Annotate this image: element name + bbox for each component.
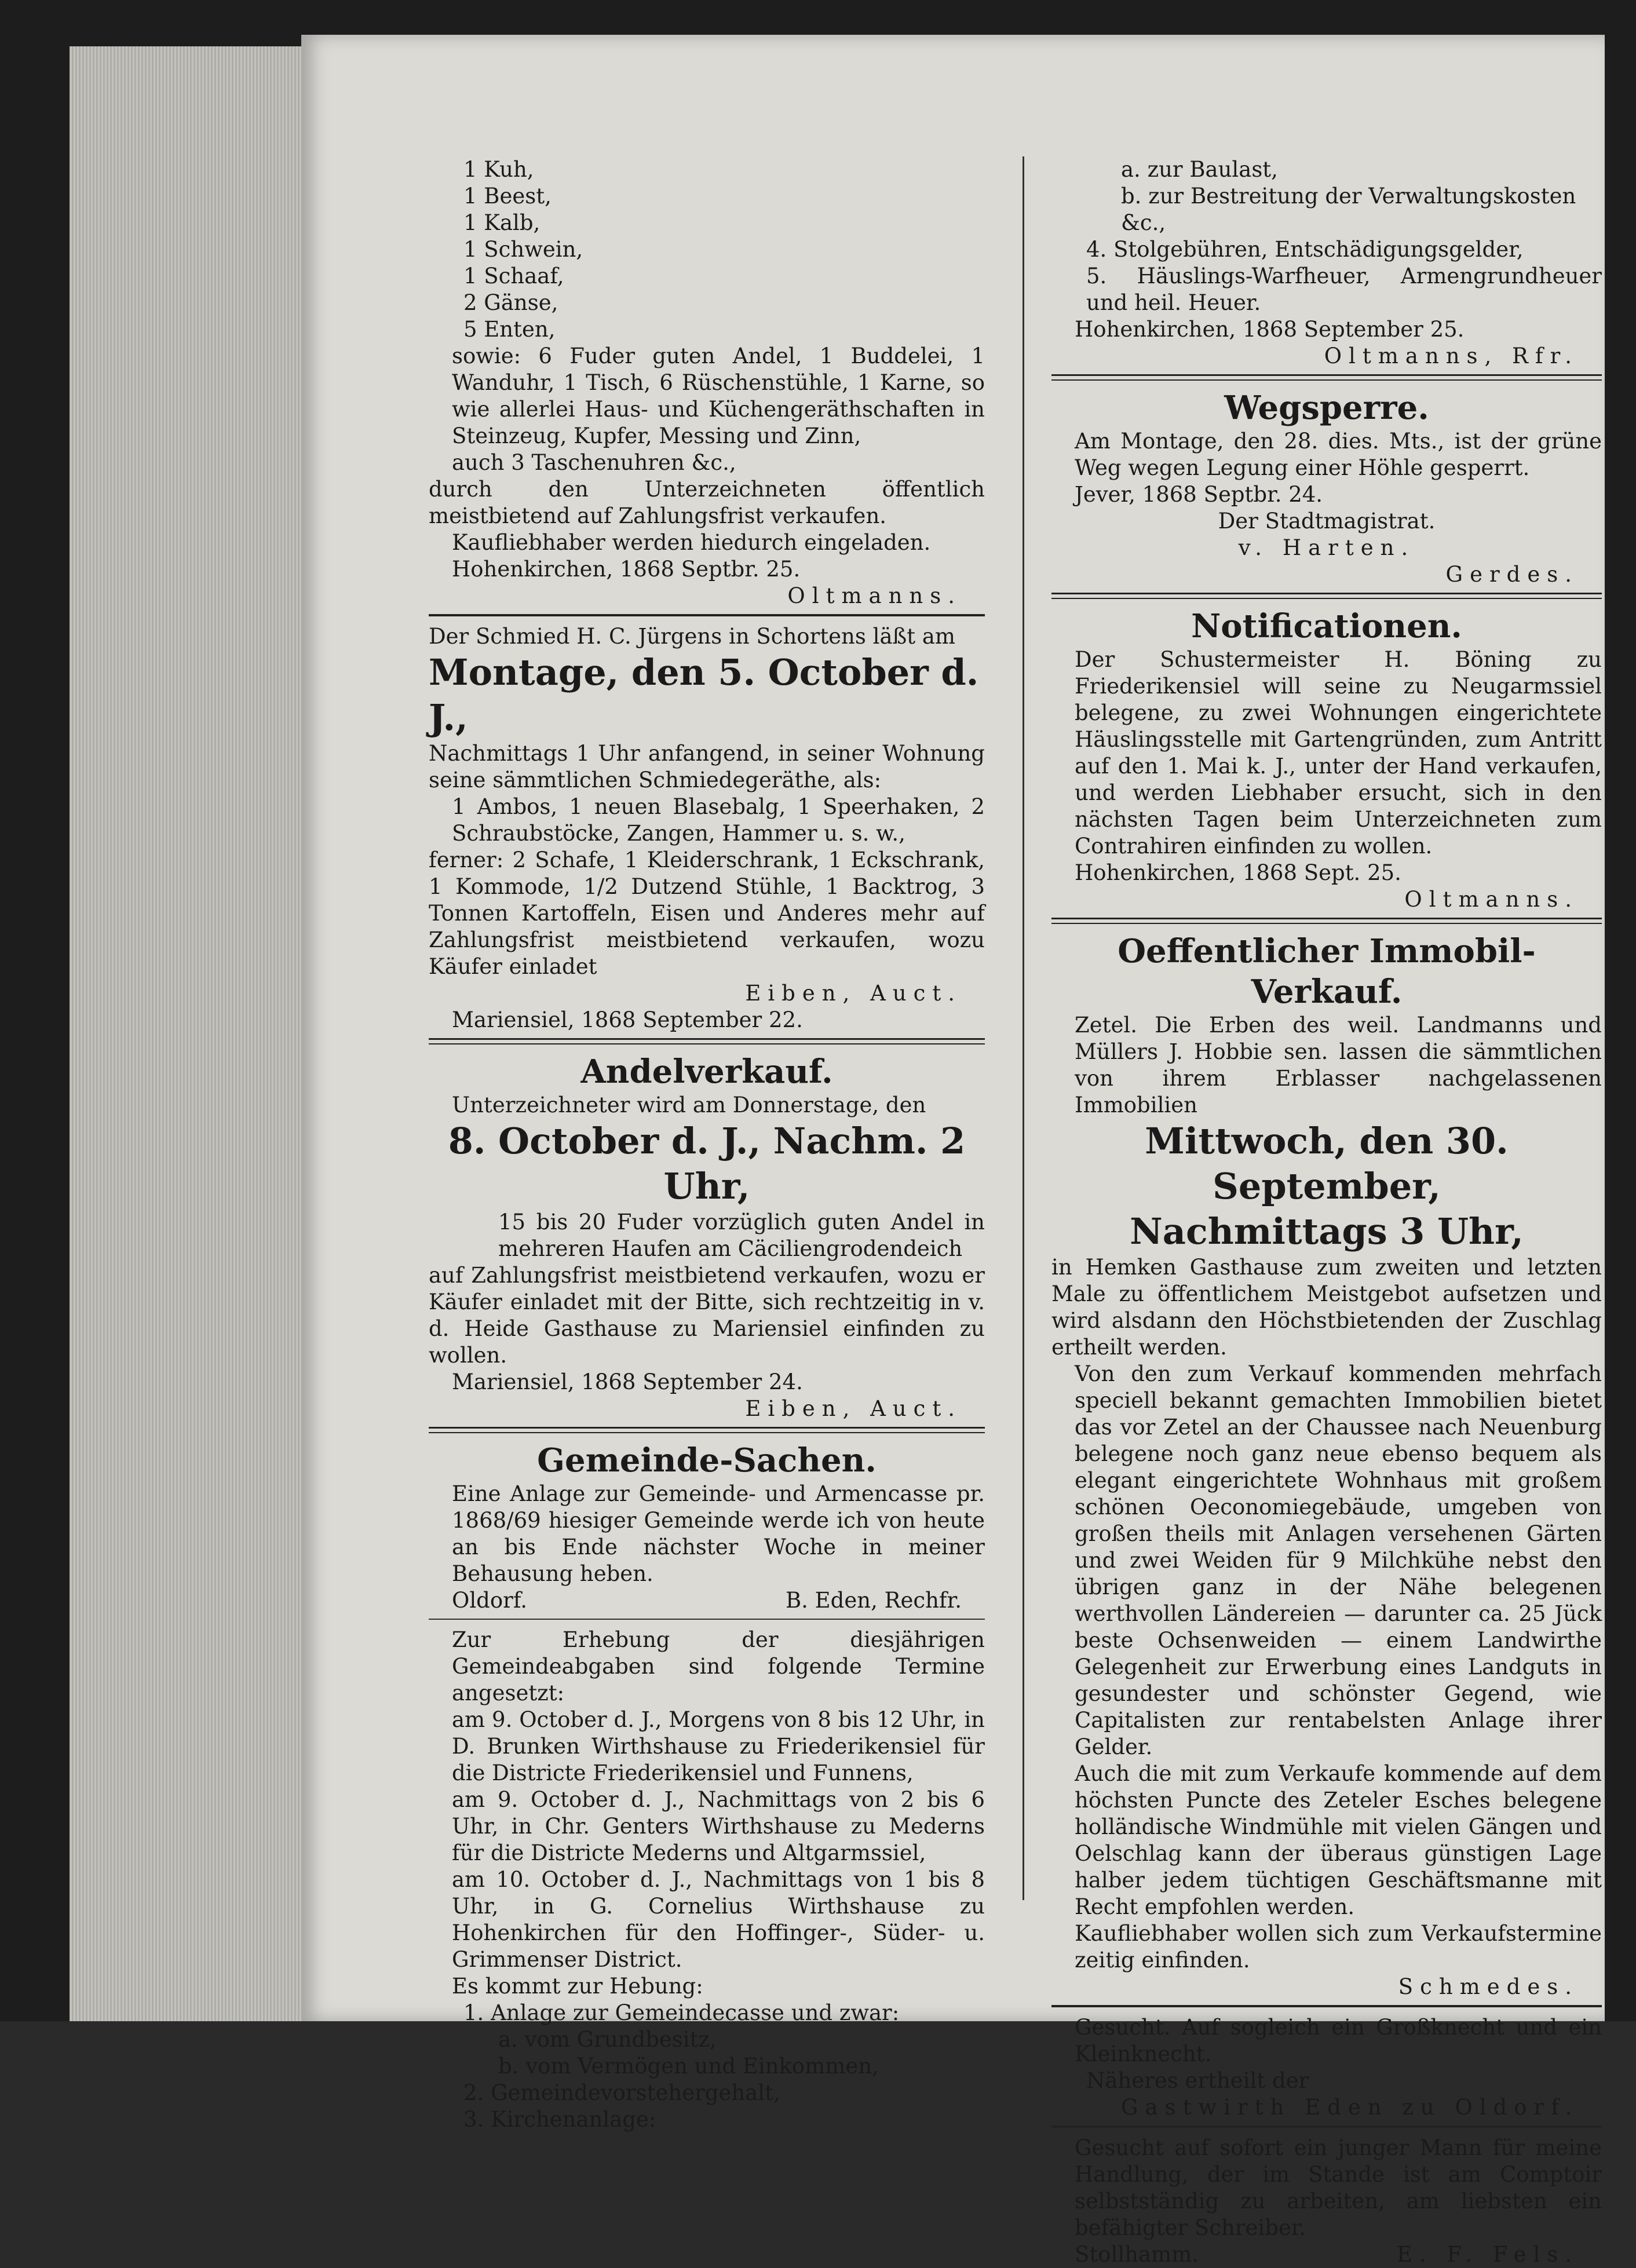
- ad2-signature: Eiben, Auct.: [745, 981, 962, 1006]
- ad4-text1: Eine Anlage zur Gemeinde- und Armencasse pr. 1868/69 hiesiger Gemeinde werde ich von heute an bis Ende nächster Woche in meiner Behausung heben.: [452, 1481, 985, 1586]
- gesucht-2-place: Stollhamm.: [1075, 2242, 1199, 2267]
- weg-signature-2: Gerdes.: [1445, 562, 1579, 587]
- list-item: 1 Kuh,: [463, 157, 534, 182]
- notification-place: Hohenkirchen, 1868 Sept. 25.: [1075, 860, 1401, 885]
- r-signature: Oltmanns, Rfr.: [1324, 344, 1579, 368]
- immobil-title: Oeffentlicher Immobil-Verkauf.: [1118, 932, 1536, 1011]
- ad4-hebung: Es kommt zur Hebung:: [452, 1974, 703, 1999]
- ad1-place: Hohenkirchen, 1868 Septbr. 25.: [452, 557, 801, 582]
- r-item-4: 4. Stolgebühren, Entschädigungsgelder,: [1086, 237, 1524, 262]
- rule: [429, 1619, 985, 1620]
- ad4-place: Oldorf.: [452, 1588, 527, 1613]
- immobil-text-1: in Hemken Gasthause zum zweiten und letzten Male zu öffentlichem Meistgebot aufsetzen und wird alsdann den Höchstbietenden der Zuschlag ertheilt werden.: [1051, 1255, 1602, 1360]
- gesucht-2-footer: [1051, 2241, 1602, 2268]
- ad3-title: Andelverkauf.: [580, 1053, 833, 1091]
- ad4-footer: [429, 1587, 985, 1614]
- r-place: Hohenkirchen, 1868 September 25.: [1075, 317, 1465, 342]
- gesucht-2-signature: E. F. Fels.: [1396, 2242, 1579, 2267]
- rule: [429, 614, 985, 616]
- immobil-date-1: Mittwoch, den 30. September,: [1145, 1120, 1509, 1207]
- rule: [1051, 593, 1602, 599]
- book-page-edges: [70, 46, 313, 2021]
- weg-signature-1: v. Harten.: [1238, 535, 1415, 560]
- immobil-date-2: Nachmittags 3 Uhr,: [1130, 1210, 1524, 1252]
- column-divider: [1022, 156, 1024, 1900]
- gesucht-1-text: Gesucht. Auf sogleich ein Großknecht und ein Kleinknecht.: [1075, 2015, 1602, 2066]
- ad4-list-1: 1. Anlage zur Gemeindecasse und zwar:: [463, 2000, 900, 2025]
- ad1-sale: durch den Unterzeichneten öffentlich meistbietend auf Zahlungsfrist verkaufen.: [429, 477, 985, 528]
- ad4-signature: B. Eden, Rechfr.: [785, 1588, 962, 1613]
- weg-place: Jever, 1868 Septbr. 24.: [1075, 482, 1323, 507]
- weg-magistrat: Der Stadtmagistrat.: [1218, 509, 1436, 534]
- gesucht-1-info: Näheres ertheilt der: [1086, 2068, 1309, 2093]
- ad1-invite: Kaufliebhaber werden hiedurch eingeladen.: [452, 530, 931, 555]
- weg-text: Am Montage, den 28. dies. Mts., ist der grüne Weg wegen Legung einer Höhle gesperrt.: [1075, 429, 1602, 480]
- ad3-signature: Eiben, Auct.: [745, 1396, 962, 1421]
- rule: [1051, 374, 1602, 381]
- notification-signature: Oltmanns.: [1404, 887, 1579, 912]
- ad2-intro: Der Schmied H. C. Jürgens in Schortens läßt am: [429, 624, 955, 649]
- ad2-date: Montage, den 5. October d. J.,: [429, 651, 979, 739]
- immobil-intro: Zetel. Die Erben des weil. Landmanns und Müllers J. Hobbie sen. lassen die sämmtlichen von ihrem Erblasser nachgelassenen Immobilien: [1075, 1013, 1602, 1117]
- livestock-list: [429, 156, 985, 343]
- ad4-term-2: am 9. October d. J., Nachmittags von 2 bis 6 Uhr, in Chr. Genters Wirthshause zu Mederns für die Districte Mederns und Altgarmssiel,: [452, 1787, 985, 1865]
- ad2-more: ferner: 2 Schafe, 1 Kleiderschrank, 1 Eckschrank, 1 Kommode, 1/2 Dutzend Stühle, 1 Backtrog, 3 Tonnen Kartoffeln, Eisen und Anderes mehr auf Zahlungsfrist meistbietend verkaufen, wozu Käufer einladet: [429, 848, 985, 979]
- ad2-place: Mariensiel, 1868 September 22.: [452, 1007, 803, 1032]
- gesucht-2-text: Gesucht auf sofort ein junger Mann für meine Handlung, der im Stande ist am Comptoir selbstständig zu arbeiten, am liebsten ein befähigter Schreiber.: [1075, 2135, 1602, 2240]
- rule: [1051, 2125, 1602, 2128]
- ad2-items: 1 Ambos, 1 neuen Blasebalg, 1 Speerhaken, 2 Schraubstöcke, Zangen, Hammer u. s. w.,: [452, 794, 985, 846]
- ad2-text: Nachmittags 1 Uhr anfangend, in seiner Wohnung seine sämmtlichen Schmiedegeräthe, als:: [429, 741, 985, 792]
- ad4-title: Gemeinde-Sachen.: [537, 1441, 877, 1480]
- list-item: 1 Beest,: [463, 184, 552, 209]
- right-column: [1051, 156, 1602, 2268]
- immobil-text-2: Von den zum Verkauf kommenden mehrfach speciell bekannt gemachten Immobilien bietet das vor Zetel an der Chaussee nach Neuenburg belegene noch ganz neue ebenso bequem als elegant eingerichtete Wohnhaus mit großem schönen Oeconomiegebäude, umgeben von großen theils mit Anlagen versehenen Gärten und zwei Weiden für 9 Milchkühe nebst den übrigen ganz in der Nähe belegenen werthvollen Ländereien — darunter ca. 25 Jück beste Ochsenweiden — einem Landwirthe Gelegenheit zur Erwerbung eines Landguts in gesundester und schönster Gegend, wie Capitalisten zur rentabelsten Anlage ihrer Gelder.: [1075, 1361, 1602, 1759]
- ad4-list-1b: b. vom Vermögen und Einkommen,: [498, 2054, 879, 2079]
- ad4-text2: Zur Erhebung der diesjährigen Gemeindeabgaben sind folgende Termine angesetzt:: [452, 1627, 985, 1705]
- left-column: [429, 156, 985, 2133]
- r-item-a: a. zur Baulast,: [1121, 157, 1278, 182]
- ad3-intro: Unterzeichneter wird am Donnerstage, den: [452, 1093, 926, 1117]
- ad4-list-3: 3. Kirchenanlage:: [463, 2107, 656, 2132]
- notification-title: Notificationen.: [1191, 607, 1462, 645]
- ad4-term-1: am 9. October d. J., Morgens von 8 bis 12 Uhr, in D. Brunken Wirthshause zu Friederikensiel für die Districte Friederikensiel und Funnens,: [452, 1707, 985, 1785]
- weg-title: Wegsperre.: [1224, 389, 1429, 427]
- ad4-term-3: am 10. October d. J., Nachmittags von 1 bis 8 Uhr, in G. Cornelius Wirthshause zu Hohenkirchen für den Hoffinger-, Süder- u. Grimmenser District.: [452, 1867, 985, 1972]
- list-item: 1 Schwein,: [463, 237, 583, 262]
- rule: [429, 1038, 985, 1044]
- ad1-watches: auch 3 Taschenuhren &c.,: [452, 450, 736, 475]
- r-item-5: 5. Häuslings-Warfheuer, Armengrundheuer und heil. Heuer.: [1086, 264, 1602, 315]
- immobil-signature: Schmedes.: [1398, 1974, 1579, 1999]
- rule: [1051, 918, 1602, 924]
- ad3-date: 8. October d. J., Nachm. 2 Uhr,: [448, 1120, 966, 1207]
- ad3-text2: auf Zahlungsfrist meistbietend verkaufen, wozu er Käufer einladet mit der Bitte, sich rechtzeitig in v. d. Heide Gasthause zu Mariensiel einfinden zu wollen.: [429, 1263, 985, 1368]
- ad1-text: sowie: 6 Fuder guten Andel, 1 Buddelei, 1 Wanduhr, 1 Tisch, 6 Rüschenstühle, 1 Karne, so wie allerlei Haus- und Küchengeräthschaften in Steinzeug, Kupfer, Messing und Zinn,: [452, 344, 985, 448]
- ad3-place: Mariensiel, 1868 September 24.: [452, 1369, 803, 1394]
- ad1-signature: Oltmanns.: [787, 583, 962, 608]
- list-item: 1 Schaaf,: [463, 264, 564, 288]
- immobil-text-3: Auch die mit zum Verkaufe kommende auf dem höchsten Puncte des Zeteler Esches belegene holländische Windmühle mit vielen Gängen und Oelschlag kann der überaus günstigen Lage halber jedem tüchtigen Geschäftsmanne mit Recht empfohlen werden.: [1075, 1761, 1602, 1919]
- ad3-text1: 15 bis 20 Fuder vorzüglich guten Andel in mehreren Haufen am Cäciliengrodendeich: [498, 1210, 985, 1261]
- notification-text: Der Schustermeister H. Böning zu Friederikensiel will seine zu Neugarmssiel belegene, zu zwei Wohnungen eingerichtete Häuslingsstelle mit Gartengründen, zum Antritt auf den 1. Mai k. J., unter der Hand verkaufen, und werden Liebhaber ersucht, sich in den nächsten Tagen beim Unterzeichneten zum Contrahiren einfinden zu wollen.: [1075, 647, 1602, 859]
- ad4-list-2: 2. Gemeindevorstehergehalt,: [463, 2080, 780, 2105]
- gesucht-1-signature: Gastwirth Eden zu Oldorf.: [1121, 2095, 1579, 2120]
- ad4-list-1a: a. vom Grundbesitz,: [498, 2027, 717, 2052]
- list-item: 1 Kalb,: [463, 210, 541, 235]
- rule: [429, 1427, 985, 1433]
- list-item: 5 Enten,: [463, 317, 556, 342]
- immobil-text-4: Kaufliebhaber wollen sich zum Verkaufstermine zeitig einfinden.: [1075, 1921, 1602, 1973]
- rule: [1051, 2005, 1602, 2007]
- list-item: 2 Gänse,: [463, 290, 558, 315]
- r-item-b: b. zur Bestreitung der Verwaltungskosten &c.,: [1121, 184, 1576, 235]
